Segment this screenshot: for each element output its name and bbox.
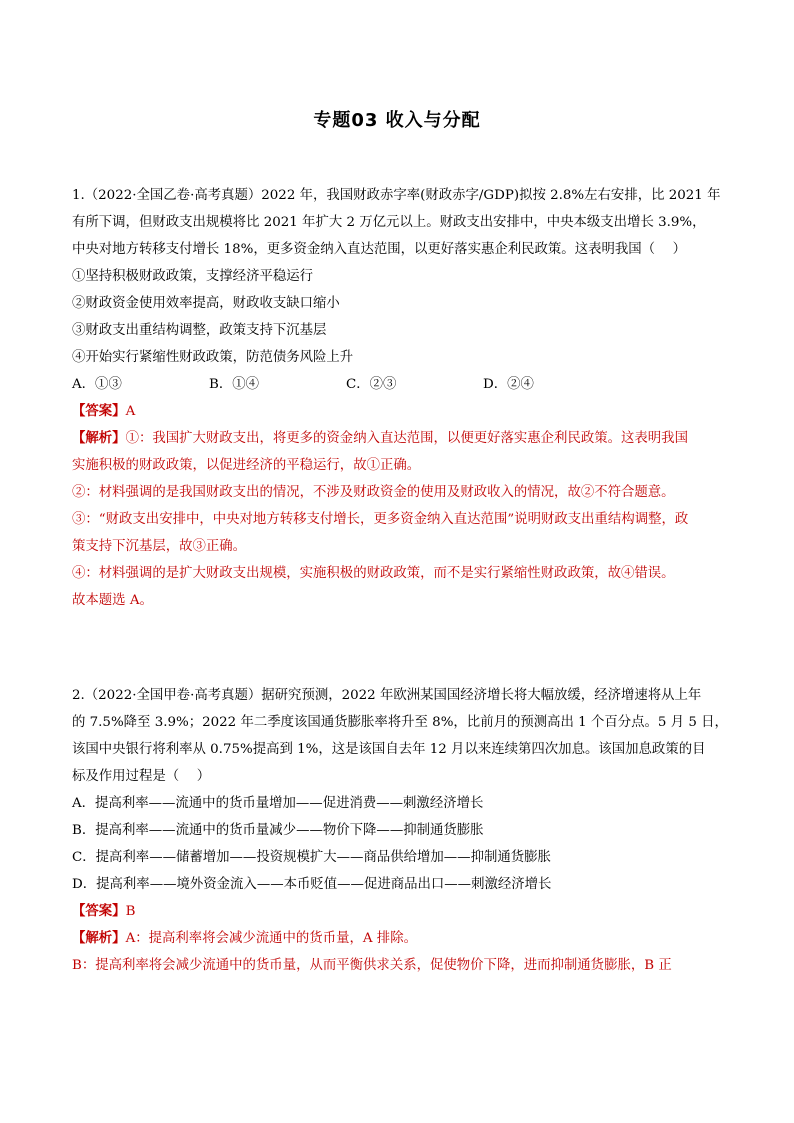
question-1 bbox=[72, 182, 722, 614]
question-2-answer bbox=[72, 898, 722, 925]
question-1-option-c: C．②③ bbox=[346, 377, 397, 392]
question-1-stem-line-2: 有所下调，但财政支出规模将比 2021 年扩大 2 万亿元以上。财政支出安排中，中央本级支出增长 3.9%， bbox=[72, 215, 706, 230]
question-2-option-a: A．提高利率——流通中的货币量增加——促进消费——刺激经济增长 bbox=[72, 796, 484, 811]
question-2-analysis-line-1 bbox=[72, 925, 722, 952]
page-title: 专题03 收入与分配 bbox=[313, 110, 481, 131]
question-2 bbox=[72, 682, 728, 979]
question-1-analysis-line-5: 策支持下沉基层，故③正确。 bbox=[72, 539, 247, 554]
question-1-answer bbox=[72, 398, 722, 425]
question-2-option-d: D．提高利率——境外资金流入——本币贬值——促进商品出口——刺激经济增长 bbox=[72, 877, 552, 892]
answer-value: A bbox=[125, 404, 136, 419]
question-1-option-d: D．②④ bbox=[483, 377, 534, 392]
question-1-item-2: ②财政资金使用效率提高，财政收支缺口缩小 bbox=[72, 296, 340, 311]
question-1-options bbox=[72, 371, 722, 398]
answer-label: 【答案】 bbox=[72, 903, 126, 919]
question-1-stem-line-1: 1.（2022·全国乙卷·高考真题）2022 年，我国财政赤字率(财政赤字/GDP)拟按 2.8%左右安排，比 2021 年 bbox=[72, 188, 721, 203]
question-1-option-a: A．①③ bbox=[72, 377, 122, 392]
question-2-stem-line-2: 的 7.5%降至 3.9%；2022 年二季度该国通货膨胀率将升至 8%，比前月的预测高出 1 个百分点。5 月 5 日， bbox=[72, 715, 728, 730]
analysis-text: A：提高利率将会减少流通中的货币量，A 排除。 bbox=[125, 931, 417, 946]
analysis-label: 【解析】 bbox=[72, 930, 126, 946]
question-2-stem-line-4: 标及作用过程是（ ） bbox=[72, 769, 211, 784]
question-2-option-c: C．提高利率——储蓄增加——投资规模扩大——商品供给增加——抑制通货膨胀 bbox=[72, 850, 551, 865]
answer-label: 【答案】 bbox=[72, 403, 126, 419]
question-2-stem-line-1: 2.（2022·全国甲卷·高考真题）据研究预测，2022 年欧洲某国国经济增长将大幅放缓，经济增速将从上年 bbox=[72, 688, 702, 703]
question-1-analysis-line-3: ②：材料强调的是我国财政支出的情况，不涉及财政资金的使用及财政收入的情况，故②不符合题意。 bbox=[72, 485, 675, 500]
analysis-label: 【解析】 bbox=[72, 430, 126, 446]
question-1-analysis-line-2: 实施积极的财政政策，以促进经济的平稳运行，故①正确。 bbox=[72, 458, 421, 473]
question-1-analysis-line-4: ③：“财政支出安排中，中央对地方转移支付增长，更多资金纳入直达范围”说明财政支出重结构调整，政 bbox=[72, 512, 689, 527]
question-2-analysis-line-2: B：提高利率将会减少流通中的货币量，从而平衡供求关系，促使物价下降，进而抑制通货膨胀，B 正 bbox=[72, 958, 672, 973]
analysis-text: ①：我国扩大财政支出，将更多的资金纳入直达范围，以便更好落实惠企利民政策。这表明我国 bbox=[125, 431, 688, 446]
answer-value: B bbox=[125, 904, 136, 919]
question-2-option-b: B．提高利率——流通中的货币量减少——物价下降——抑制通货膨胀 bbox=[72, 823, 484, 838]
question-1-analysis-line-6: ④：材料强调的是扩大财政支出规模，实施积极的财政政策，而不是实行紧缩性财政政策，故④错误。 bbox=[72, 566, 675, 581]
question-1-analysis-line-1 bbox=[72, 425, 722, 452]
question-1-item-3: ③财政支出重结构调整，政策支持下沉基层 bbox=[72, 323, 327, 338]
question-1-item-1: ①坚持积极财政政策，支撑经济平稳运行 bbox=[72, 269, 314, 284]
question-1-option-b: B．①④ bbox=[209, 377, 260, 392]
question-1-item-4: ④开始实行紧缩性财政政策，防范债务风险上升 bbox=[72, 350, 354, 365]
question-1-analysis-line-7: 故本题选 A。 bbox=[72, 593, 153, 608]
question-1-stem-line-3: 中央对地方转移支付增长 18%，更多资金纳入直达范围，以更好落实惠企利民政策。这表明我国（ ） bbox=[72, 242, 687, 257]
question-2-stem-line-3: 该国中央银行将利率从 0.75%提高到 1%，这是该国自去年 12 月以来连续第四次加息。该国加息政策的目 bbox=[72, 742, 706, 757]
